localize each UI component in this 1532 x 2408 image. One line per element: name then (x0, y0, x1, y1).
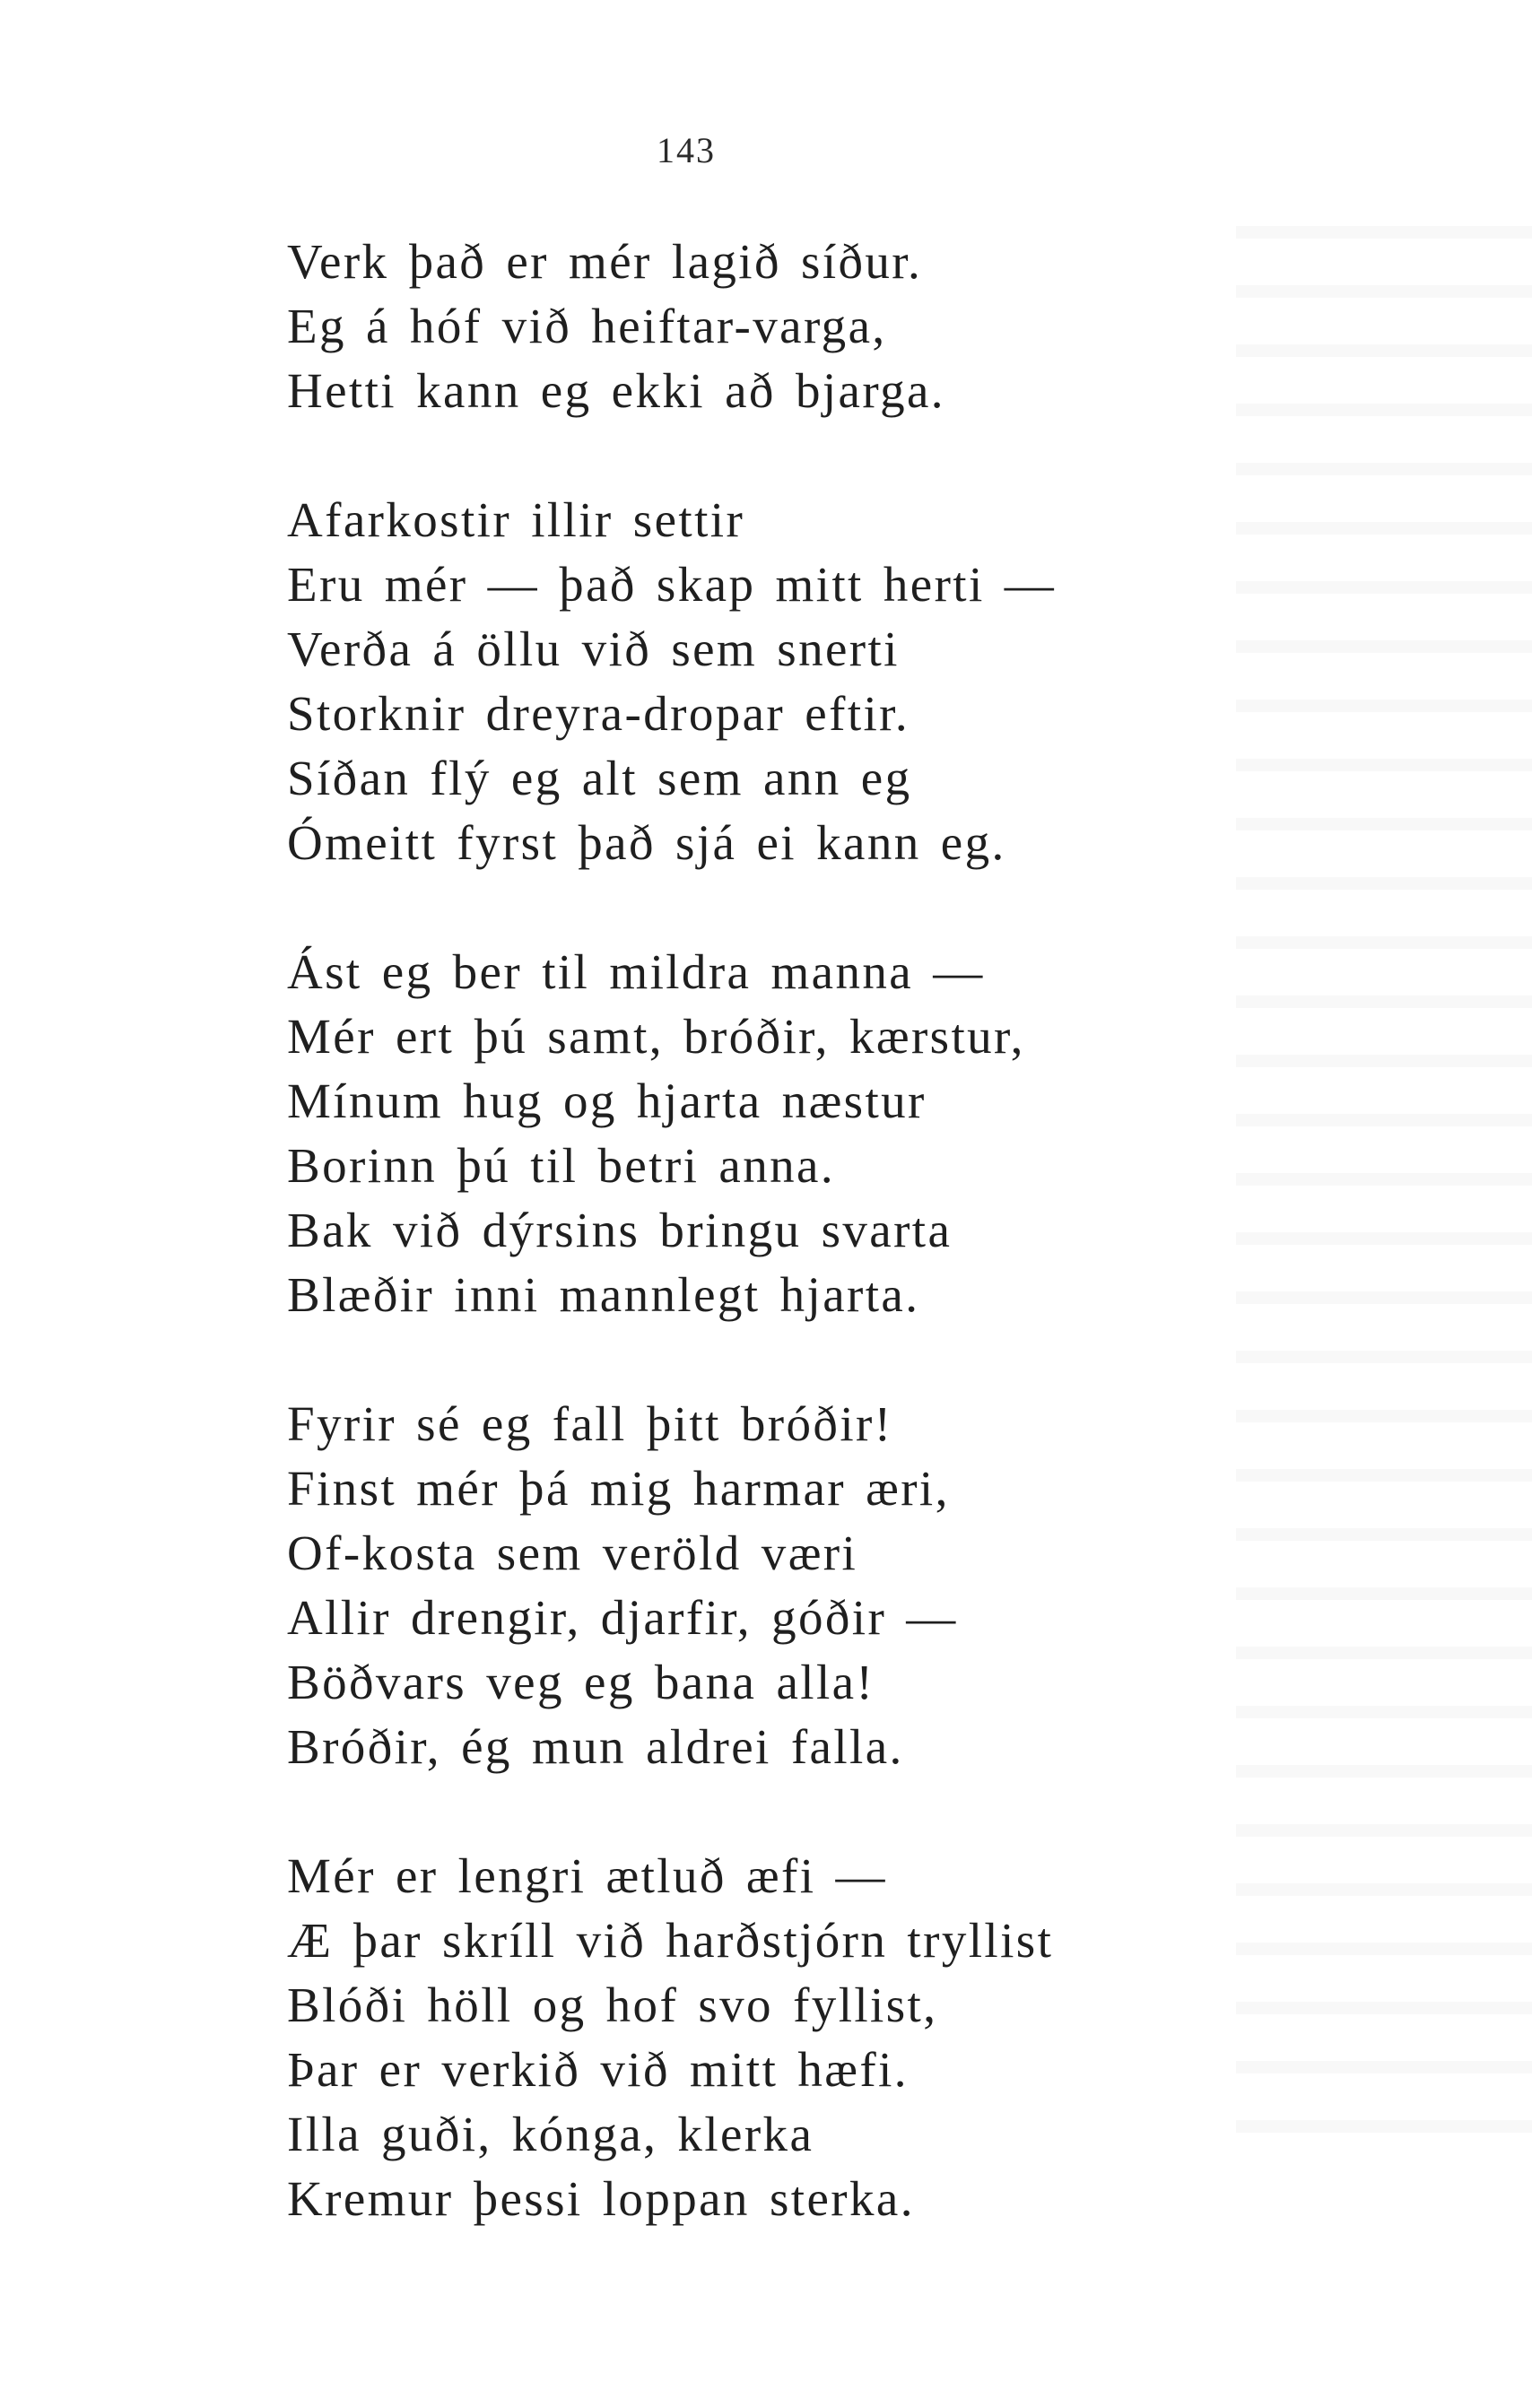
poem-line: Allir drengir, djarfir, góðir — (287, 1590, 958, 1645)
poem-line: Ómeitt fyrst það sjá ei kann eg. (287, 815, 1006, 870)
poem-line: Mér ert þú samt, bróðir, kærstur, (287, 1009, 1025, 1064)
poem-line: Storknir dreyra-dropar eftir. (287, 686, 910, 741)
poem-line: Eg á hóf við heiftar-varga, (287, 299, 887, 353)
poem-line: Mínum hug og hjarta næstur (287, 1074, 927, 1128)
poem-line: Of-kosta sem veröld væri (287, 1526, 858, 1580)
stanza (287, 940, 1184, 1327)
stanza (287, 230, 1184, 423)
poem (287, 230, 1184, 2296)
poem-line: Borinn þú til betri anna. (287, 1138, 835, 1193)
poem-line: Eru mér — það skap mitt herti — (287, 557, 1057, 612)
poem-line: Ást eg ber til mildra manna — (287, 944, 985, 999)
stanza (287, 1844, 1184, 2231)
poem-line: Afarkostir illir settir (287, 492, 745, 547)
poem-line: Kremur þessi loppan sterka. (287, 2171, 915, 2226)
poem-line: Verk það er mér lagið síður. (287, 234, 923, 289)
poem-line: Hetti kann eg ekki að bjarga. (287, 363, 945, 418)
poem-line: Mér er lengri ætluð æfi — (287, 1848, 887, 1903)
poem-line: Æ þar skríll við harðstjórn tryllist (287, 1913, 1054, 1968)
poem-line: Bróðir, ég mun aldrei falla. (287, 1719, 904, 1774)
page-number: 143 (657, 130, 716, 170)
poem-line: Verða á öllu við sem snerti (287, 622, 900, 676)
poem-line: Illa guði, kónga, klerka (287, 2107, 814, 2161)
poem-line: Blóði höll og hof svo fyllist, (287, 1978, 938, 2032)
poem-line: Böðvars veg eg bana alla! (287, 1655, 875, 1709)
stanza (287, 488, 1184, 875)
poem-line: Fyrir sé eg fall þitt bróðir! (287, 1396, 893, 1451)
poem-line: Þar er verkið við mitt hæfi. (287, 2042, 909, 2097)
poem-line: Blæðir inni mannlegt hjarta. (287, 1267, 920, 1322)
poem-line: Finst mér þá mig harmar æri, (287, 1461, 950, 1516)
poem-line: Síðan flý eg alt sem ann eg (287, 751, 912, 805)
poem-line: Bak við dýrsins bringu svarta (287, 1203, 953, 1257)
stanza (287, 1392, 1184, 1779)
show-through-texture (1236, 179, 1532, 2152)
